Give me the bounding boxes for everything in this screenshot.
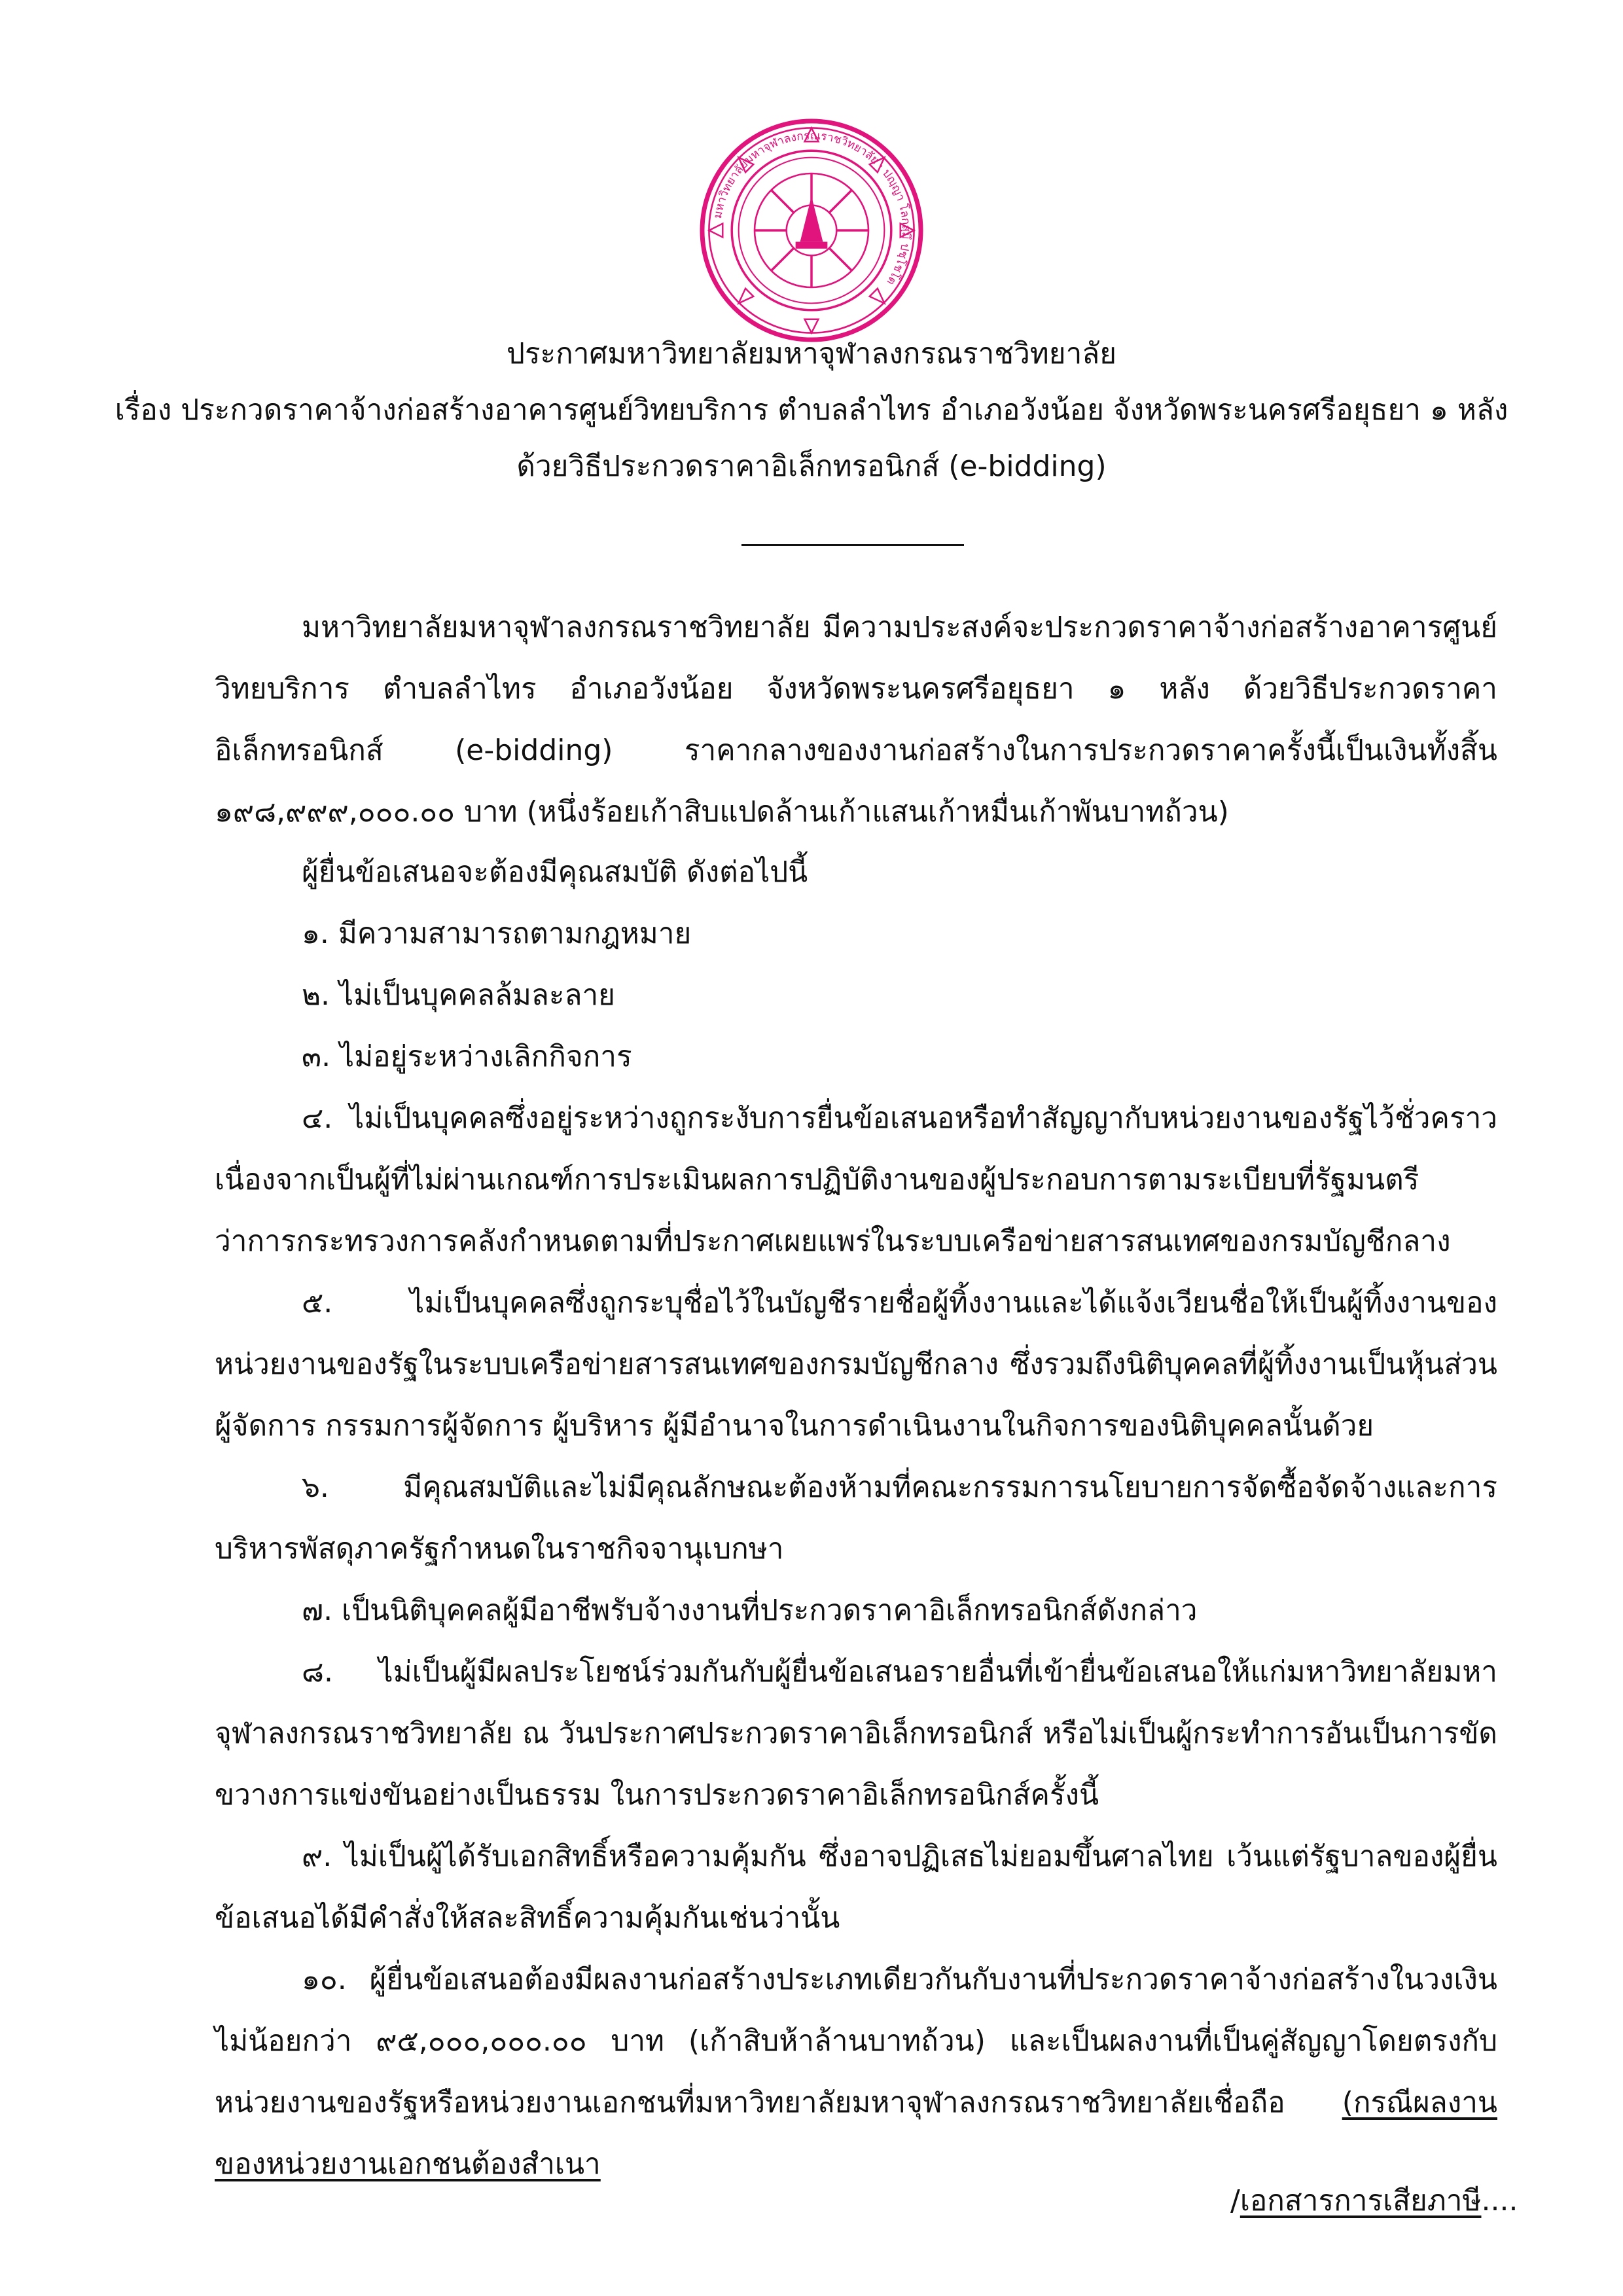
title-divider bbox=[741, 544, 964, 546]
qualification-item-8: ๘. ไม่เป็นผู้มีผลประโยชน์ร่วมกันกับผู้ยื่นข้อเสนอรายอื่นที่เข้ายื่นข้อเสนอให้แก่มหาวิทยาลัยมหาจุฬาลงกรณราชวิทยาลัย ณ วันประกาศประกวดราคาอิเล็กทรอนิกส์ หรือไม่เป็นผู้กระทำการอันเป็นการขัดขวางการแข่งขันอย่างเป็นธรรม ในการประกวดราคาอิเล็กทรอนิกส์ครั้งนี้ bbox=[215, 1655, 1497, 1812]
intro-paragraph: มหาวิทยาลัยมหาจุฬาลงกรณราชวิทยาลัย มีความประสงค์จะประกวดราคาจ้างก่อสร้างอาคารศูนย์วิทยบริการ ตำบลลำไทร อำเภอวังน้อย จังหวัดพระนครศรีอยุธยา ๑ หลัง ด้วยวิธีประกวดราคาอิเล็กทรอนิกส์ (e-bidding) ราคากลางของงานก่อสร้างในการประกวดราคาครั้งนี้เป็นเงินทั้งสิ้น ๑๙๘,๙๙๙,๐๐๐.๐๐ บาท (หนึ่งร้อยเก้าสิบแปดล้านเก้าแสนเก้าหมื่นเก้าพันบาทถ้วน) bbox=[215, 611, 1497, 829]
announcement-title: ประกาศมหาวิทยาลัยมหาจุฬาลงกรณราชวิทยาลัย bbox=[506, 337, 1117, 370]
qualification-item-1: ๑. มีความสามารถตามกฎหมาย bbox=[302, 917, 692, 950]
university-seal-emblem bbox=[698, 117, 925, 344]
announcement-subject: เรื่อง ประกวดราคาจ้างก่อสร้างอาคารศูนย์วิทยบริการ ตำบลลำไทร อำเภอวังน้อย จังหวัดพระนครศรีอยุธยา ๑ หลัง bbox=[115, 393, 1508, 427]
continued-dots: .... bbox=[1481, 2184, 1518, 2217]
qualification-item-4: ๔. ไม่เป็นบุคคลซึ่งอยู่ระหว่างถูกระงับการยื่นข้อเสนอหรือทำสัญญากับหน่วยงานของรัฐไว้ชั่วคราว เนื่องจากเป็นผู้ที่ไม่ผ่านเกณฑ์การประเมินผลการปฏิบัติงานของผู้ประกอบการตามระเบียบที่รัฐมนตรีว่าการกระทรวงการคลังกำหนดตามที่ประกาศเผยแพร่ในระบบเครือข่ายสารสนเทศของกรมบัญชีกลาง bbox=[215, 1102, 1497, 1258]
continued-label: เอกสารการเสียภาษี bbox=[1240, 2184, 1482, 2217]
continued-slash: / bbox=[1230, 2184, 1240, 2217]
qualification-item-10-underlined: (กรณีผลงานของหน่วยงานเอกชนต้องสำเนา bbox=[215, 2086, 1497, 2181]
qualification-item-10-text: ๑๐. ผู้ยื่นข้อเสนอต้องมีผลงานก่อสร้างประเภทเดียวกันกับงานที่ประกวดราคาจ้างก่อสร้างในวงเงินไม่น้อยกว่า ๙๕,๐๐๐,๐๐๐.๐๐ บาท (เก้าสิบห้าล้านบาทถ้วน) และเป็นผลงานที่เป็นคู่สัญญาโดยตรงกับหน่วยงานของรัฐหรือหน่วยงานเอกชนที่มหาวิทยาลัยมหาจุฬาลงกรณราชวิทยาลัยเชื่อถือ bbox=[215, 1963, 1497, 2119]
qualification-item-9: ๙. ไม่เป็นผู้ได้รับเอกสิทธิ์หรือความคุ้มกัน ซึ่งอาจปฏิเสธไม่ยอมขึ้นศาลไทย เว้นแต่รัฐบาลของผู้ยื่นข้อเสนอได้มีคำสั่งให้สละสิทธิ์ความคุ้มกันเช่นว่านั้น bbox=[215, 1840, 1497, 1935]
qualification-item-7: ๗. เป็นนิติบุคคลผู้มีอาชีพรับจ้างงานที่ประกวดราคาอิเล็กทรอนิกส์ดังกล่าว bbox=[302, 1594, 1198, 1627]
qualifications-heading: ผู้ยื่นข้อเสนอจะต้องมีคุณสมบัติ ดังต่อไปนี้ bbox=[302, 855, 808, 889]
qualification-item-10 bbox=[215, 1949, 1497, 2195]
svg-text:มหาวิทยาลัยมหาจุฬาลงกรณราชวิทย: มหาวิทยาลัยมหาจุฬาลงกรณราชวิทยาลัย · ปญฺญา โลกสฺมึ ปชฺโชโต bbox=[711, 129, 913, 287]
qualification-item-2: ๒. ไม่เป็นบุคคลล้มละลาย bbox=[302, 978, 615, 1012]
qualification-item-5: ๕. ไม่เป็นบุคคลซึ่งถูกระบุชื่อไว้ในบัญชีรายชื่อผู้ทิ้งงานและได้แจ้งเวียนชื่อให้เป็นผู้ทิ้งงานของหน่วยงานของรัฐในระบบเครือข่ายสารสนเทศของกรมบัญชีกลาง ซึ่งรวมถึงนิติบุคคลที่ผู้ทิ้งงานเป็นหุ้นส่วนผู้จัดการ กรรมการผู้จัดการ ผู้บริหาร ผู้มีอำนาจในการดำเนินงานในกิจการของนิติบุคคลนั้นด้วย bbox=[215, 1286, 1497, 1443]
qualification-item-6: ๖. มีคุณสมบัติและไม่มีคุณลักษณะต้องห้ามที่คณะกรรมการนโยบายการจัดซื้อจัดจ้างและการบริหารพัสดุภาครัฐกำหนดในราชกิจจานุเบกษา bbox=[215, 1471, 1497, 1566]
qualification-item-3: ๓. ไม่อยู่ระหว่างเลิกกิจการ bbox=[302, 1040, 632, 1073]
announcement-method: ด้วยวิธีประกวดราคาอิเล็กทรอนิกส์ (e-bidding) bbox=[516, 450, 1107, 483]
continued-next-page bbox=[1230, 2178, 1518, 2224]
